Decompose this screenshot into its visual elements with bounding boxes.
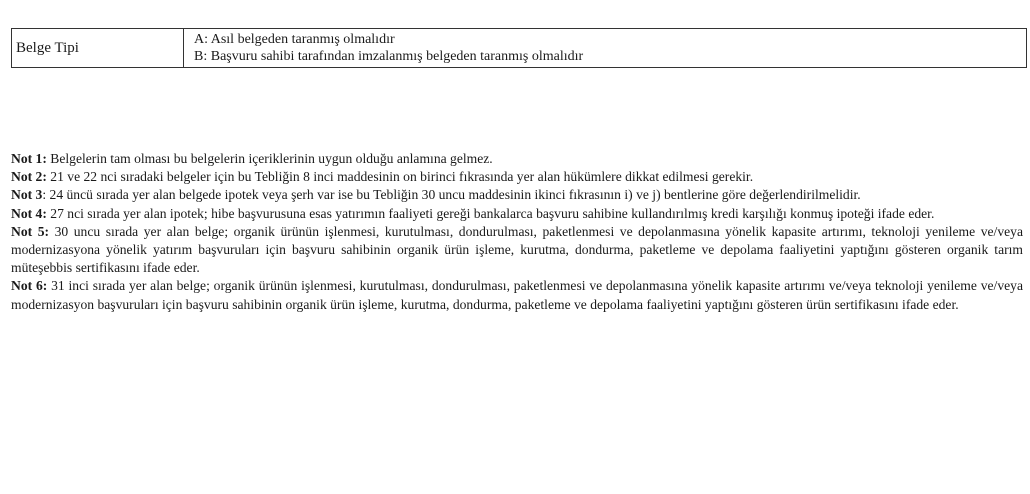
note-4 bbox=[11, 205, 1023, 223]
note-text: : 24 üncü sırada yer alan belgede ipotek veya şerh var ise bu Tebliğin 30 uncu maddesinin ikinci fıkrasının i) ve j) bentlerine göre değerlendirilmelidir. bbox=[42, 187, 861, 203]
table-label-cell: Belge Tipi bbox=[12, 29, 184, 68]
note-label: Not 2: bbox=[11, 169, 47, 185]
note-5 bbox=[11, 223, 1023, 278]
note-2 bbox=[11, 168, 1023, 186]
table-value-line-a: A: Asıl belgeden taranmış olmalıdır bbox=[194, 32, 395, 47]
note-6 bbox=[11, 277, 1023, 313]
note-label: Not 3 bbox=[11, 187, 43, 203]
note-3 bbox=[11, 186, 1023, 204]
table-value-line-b: B: Başvuru sahibi tarafından imzalanmış belgeden taranmış olmalıdır bbox=[194, 49, 584, 64]
note-text: 30 uncu sırada yer alan belge; organik ürünün işlenmesi, kurutulması, dondurulması, paketlenmesi ve depolanmasına yönelik kapasite artırımı, teknoloji yenileme ve/veya modernizasyona yönelik yatırım başvuruları için başvuru sahibinin organik ürün işleme, kurutma, dondurma, paketleme ve depolama faaliyetini yaptığını gösteren organik tarım müteşebbis sertifikasını ifade eder. bbox=[11, 223, 1023, 276]
belge-tipi-table bbox=[11, 28, 1027, 68]
note-text: 21 ve 22 nci sıradaki belgeler için bu Tebliğin 8 inci maddesinin on birinci fıkrasında yer alan hükümlere dikkat edilmesi gerekir. bbox=[46, 169, 754, 185]
note-text: 27 nci sırada yer alan ipotek; hibe başvurusuna esas yatırımın faaliyeti gereği bankalarca başvuru sahibine kullandırılmış kredi karşılığı konmuş ipoteği ifade eder. bbox=[46, 205, 935, 221]
note-label: Not 1: bbox=[11, 151, 47, 166]
note-label: Not 4: bbox=[11, 205, 47, 221]
note-label: Not 5: bbox=[11, 223, 50, 239]
table-row bbox=[12, 29, 1027, 68]
table-value-cell bbox=[184, 29, 1027, 68]
note-1 bbox=[11, 150, 1023, 168]
note-text: Belgelerin tam olması bu belgelerin içeriklerinin uygun olduğu anlamına gelmez. bbox=[46, 151, 493, 166]
note-text: 31 inci sırada yer alan belge; organik ürünün işlenmesi, kurutulması, dondurulması, paketlenmesi ve depolanmasına yönelik kapasite artırımı ve/veya teknoloji yenileme ve/veya modernizasyon başvuruları için başvuru sahibinin organik ürün işleme, kurutma, dondurma, paketleme ve depolama faaliyetini yaptığını gösteren ürün sertifikasını ifade eder. bbox=[11, 278, 1023, 312]
notes-section bbox=[11, 150, 1023, 314]
note-label: Not 6: bbox=[11, 278, 48, 294]
